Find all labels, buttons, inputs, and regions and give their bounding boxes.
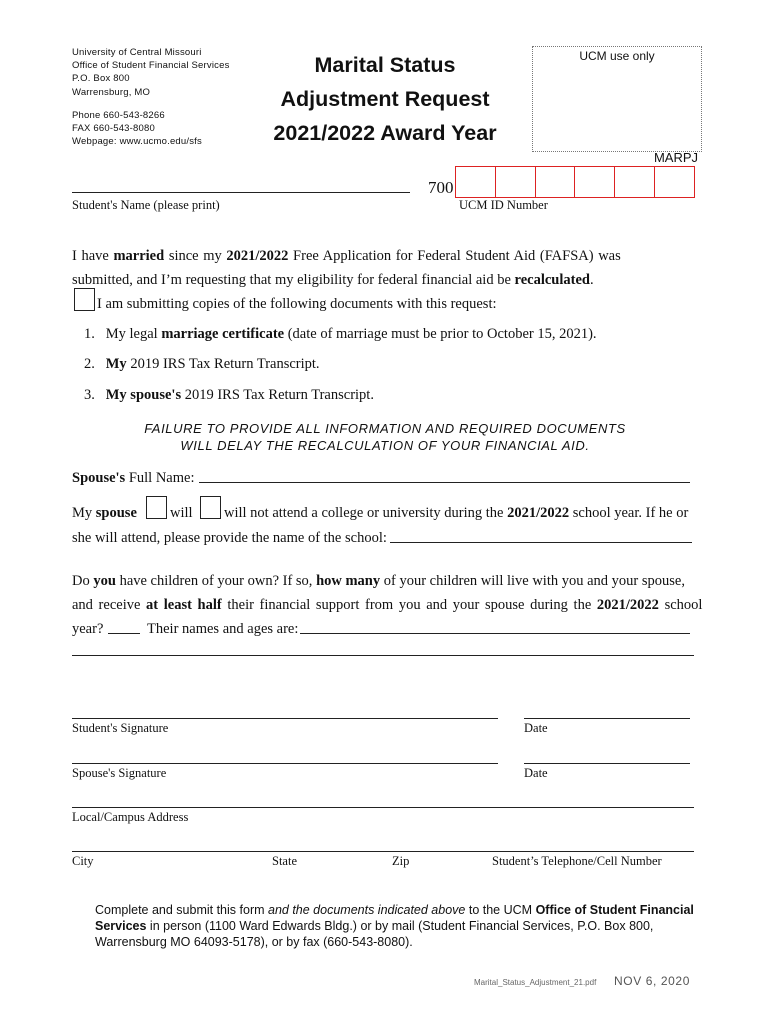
student-signature-field[interactable]	[72, 718, 498, 719]
spouse-date-field[interactable]	[524, 763, 690, 764]
id-digit-box[interactable]	[655, 167, 694, 197]
student-date-field[interactable]	[524, 718, 690, 719]
title-line-1: Marital Status	[314, 53, 456, 77]
org-line: Office of Student Financial Services	[72, 60, 230, 72]
spouse-date-label: Date	[524, 766, 548, 780]
phone-line: Phone 660-543-8266	[72, 109, 165, 121]
org-line: Warrensburg, MO	[72, 86, 151, 98]
office-address	[72, 46, 230, 148]
ucm-id-label: UCM ID Number	[459, 198, 548, 212]
ucm-use-only-box	[532, 46, 702, 152]
children-names-field-2[interactable]	[72, 655, 694, 656]
id-digit-box[interactable]	[456, 167, 496, 197]
city-label: City	[72, 854, 94, 868]
org-line: P.O. Box 800	[72, 73, 130, 85]
id-digit-box[interactable]	[615, 167, 655, 197]
student-name-field[interactable]	[72, 192, 410, 193]
children-names-label: Their names and ages are:	[147, 621, 299, 637]
file-name: Marital_Status_Adjustment_21.pdf	[474, 978, 597, 987]
student-signature-label: Student's Signature	[72, 721, 169, 735]
form-code: MARPJ	[653, 150, 698, 165]
student-name-label: Student's Name (please print)	[72, 198, 220, 212]
document-item: 3. My spouse's 2019 IRS Tax Return Transcript.	[84, 387, 374, 403]
school-prompt: she will attend, please provide the name of the school:	[72, 530, 387, 546]
ucm-id-field[interactable]	[455, 166, 695, 198]
webpage-line: Webpage: www.ucmo.edu/sfs	[72, 136, 202, 148]
ucm-use-only-label: UCM use only	[579, 49, 655, 63]
address-field[interactable]	[72, 807, 694, 808]
phone-label: Student’s Telephone/Cell Number	[492, 854, 662, 868]
zip-label: Zip	[392, 854, 410, 868]
spouse-will-checkbox[interactable]	[146, 496, 167, 519]
org-line: University of Central Missouri	[72, 47, 202, 58]
warning-notice: FAILURE TO PROVIDE ALL INFORMATION AND REQUIRED DOCUMENTS WILL DELAY THE RECALCULATION OF YOUR FINANCIAL AID.	[144, 421, 626, 453]
documents-checkbox[interactable]	[74, 288, 95, 311]
will-not-statement: will not attend a college or university during the 2021/2022 school year. If he or	[224, 505, 689, 521]
address-label: Local/Campus Address	[72, 810, 189, 824]
revision-date: NOV 6, 2020	[614, 974, 690, 988]
city-state-zip-phone-field[interactable]	[72, 851, 694, 852]
id-prefix: 700	[428, 178, 454, 197]
children-question-line-2: and receive at least half their financial support from you and your spouse during the 2021/2022 school	[72, 597, 703, 613]
document-item: 2. My 2019 IRS Tax Return Transcript.	[84, 356, 320, 372]
children-question-line-1: Do you have children of your own? If so, how many of your children will live with you and your spouse,	[72, 573, 685, 589]
title-line-2: Adjustment Request	[280, 87, 490, 111]
document-item: 1. My legal marriage certificate (date of marriage must be prior to October 15, 2021).	[84, 326, 597, 342]
will-label: will	[170, 505, 193, 521]
form-title	[240, 48, 530, 150]
id-digit-box[interactable]	[496, 167, 536, 197]
children-year-label: year?	[72, 621, 104, 637]
state-label: State	[272, 854, 297, 868]
id-digit-box[interactable]	[536, 167, 576, 197]
student-date-label: Date	[524, 721, 548, 735]
spouse-my-label: My spouse	[72, 505, 137, 521]
submission-instructions: Complete and submit this form and the documents indicated above to the UCM Office of Student Financial Services in person (1100 Ward Edwards Bldg.) or by mail (Student Financial Services, P.O. Box 800, Warrensburg MO 64093-5178), or by fax (660-543-8080).	[95, 903, 694, 949]
spouse-signature-label: Spouse's Signature	[72, 766, 167, 780]
fax-line: FAX 660-543-8080	[72, 123, 155, 135]
spouse-signature-field[interactable]	[72, 763, 498, 764]
spouse-name-label: Spouse's Full Name:	[72, 470, 195, 486]
spouse-name-field[interactable]	[199, 482, 690, 483]
school-name-field[interactable]	[390, 542, 692, 543]
intro-line-1: I have married since my 2021/2022 Free Application for Federal Student Aid (FAFSA) was	[72, 248, 621, 264]
title-line-3: 2021/2022 Award Year	[273, 121, 497, 145]
children-names-field[interactable]	[300, 633, 690, 634]
documents-statement: I am submitting copies of the following documents with this request:	[97, 296, 497, 312]
id-digit-box[interactable]	[575, 167, 615, 197]
spouse-will-not-checkbox[interactable]	[200, 496, 221, 519]
intro-line-2: submitted, and I’m requesting that my eligibility for federal financial aid be recalculated.	[72, 272, 594, 288]
children-count-field[interactable]	[108, 633, 140, 634]
